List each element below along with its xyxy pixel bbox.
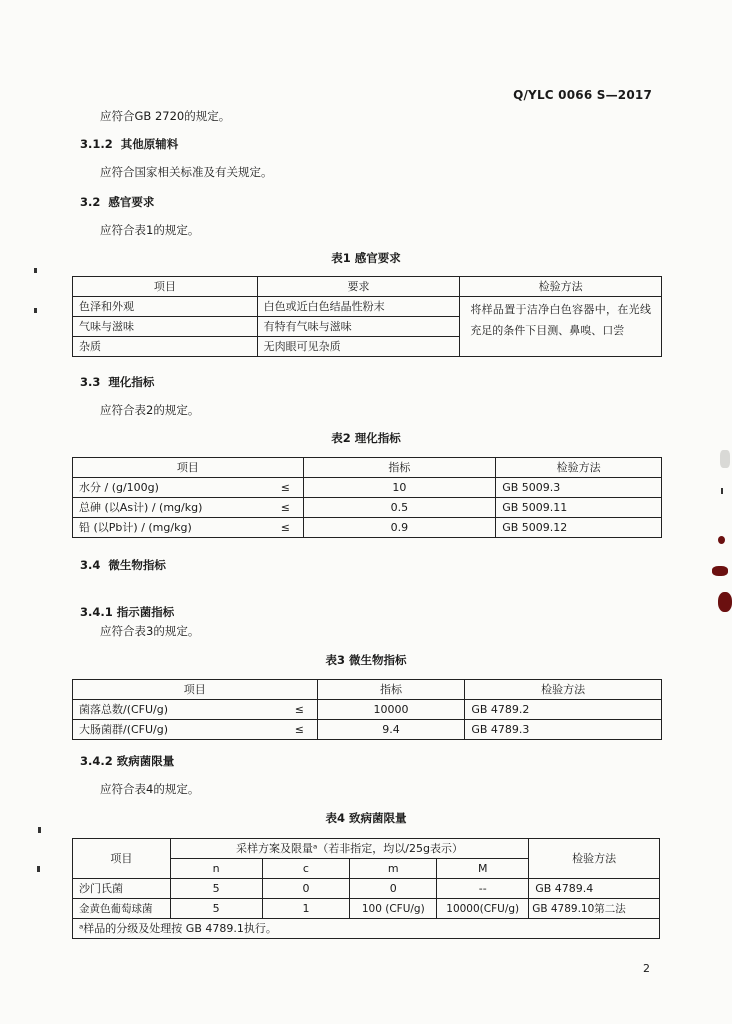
- table-row: [73, 720, 662, 740]
- operator-cell: ≤: [268, 518, 303, 538]
- header-cell: 项目: [73, 458, 304, 478]
- paragraph-gb2720: 应符合GB 2720的规定。: [100, 109, 231, 123]
- value-cell: 0.9: [303, 518, 496, 538]
- value-cell: 9.4: [317, 720, 465, 740]
- header-cell: 指标: [303, 458, 496, 478]
- scan-mark: [34, 308, 37, 313]
- table2-caption: 表2 理化指标: [331, 431, 401, 445]
- section-3-4-1-heading: [80, 604, 174, 620]
- section-title: 其他原辅料: [120, 137, 179, 151]
- method-cell: GB 4789.3: [465, 720, 662, 740]
- table4-caption: 表4 致病菌限量: [325, 811, 407, 825]
- table4-pathogens: [72, 838, 660, 939]
- header-cell: n: [170, 859, 262, 879]
- header-cell: 项目: [73, 277, 258, 297]
- value-cell: 10000: [317, 700, 465, 720]
- method-cell: GB 4789.2: [465, 700, 662, 720]
- method-cell: GB 5009.3: [496, 478, 662, 498]
- section-title: 指示菌指标: [116, 605, 175, 619]
- table-row: [73, 297, 662, 317]
- operator-cell: ≤: [282, 700, 317, 720]
- c-cell: 0: [262, 879, 350, 899]
- item-cell: 大肠菌群/(CFU/g): [73, 720, 283, 740]
- paragraph-table4-ref: 应符合表4的规定。: [100, 782, 200, 796]
- table-row: [73, 879, 660, 899]
- table3-microbiological: [72, 679, 662, 740]
- header-cell: 项目: [73, 680, 318, 700]
- method-cell: GB 5009.11: [496, 498, 662, 518]
- operator-cell: ≤: [282, 720, 317, 740]
- header-cell: 检验方法: [496, 458, 662, 478]
- header-cell: 检验方法: [465, 680, 662, 700]
- header-cell: 检验方法: [529, 839, 660, 879]
- operator-cell: ≤: [268, 498, 303, 518]
- requirement-cell: 无肉眼可见杂质: [257, 337, 460, 357]
- document-code: Q/YLC 0066 S—2017: [513, 88, 652, 102]
- n-cell: 5: [170, 899, 262, 919]
- header-cell: 检验方法: [460, 277, 662, 297]
- method-cell: 将样品置于洁净白色容器中，在光线充足的条件下目测、鼻嗅、口尝: [460, 297, 662, 357]
- header-cell: 采样方案及限量ᵃ（若非指定，均以/25g表示）: [170, 839, 528, 859]
- table1-sensory: [72, 276, 662, 357]
- section-number: 3.2: [80, 195, 101, 209]
- value-cell: 10: [303, 478, 496, 498]
- table-row: [73, 700, 662, 720]
- item-cell: 金黄色葡萄球菌: [73, 899, 171, 919]
- operator-cell: ≤: [268, 478, 303, 498]
- table-header-row: [73, 839, 660, 859]
- header-cell: M: [437, 859, 529, 879]
- table-row: [73, 478, 662, 498]
- section-title: 理化指标: [108, 375, 155, 389]
- item-cell: 水分 / (g/100g): [73, 478, 269, 498]
- item-cell: 菌落总数/(CFU/g): [73, 700, 283, 720]
- table-footnote-row: [73, 919, 660, 939]
- item-cell: 铅 (以Pb计) / (mg/kg): [73, 518, 269, 538]
- table1-caption: 表1 感官要求: [331, 251, 401, 265]
- M-cell: --: [437, 879, 529, 899]
- table-header-row: [73, 458, 662, 478]
- section-number: 3.4: [80, 558, 101, 572]
- section-title: 微生物指标: [108, 558, 166, 572]
- paragraph-other-materials: 应符合国家相关标准及有关规定。: [100, 165, 273, 179]
- paragraph-table3-ref: 应符合表3的规定。: [100, 624, 200, 638]
- section-number: 3.4.1: [80, 605, 113, 619]
- scan-smudge: [720, 450, 730, 468]
- paragraph-table2-ref: 应符合表2的规定。: [100, 403, 200, 417]
- requirement-cell: 有特有气味与滋味: [257, 317, 460, 337]
- section-title: 感官要求: [108, 195, 155, 209]
- item-cell: 气味与滋味: [73, 317, 258, 337]
- method-cell: GB 4789.10第二法: [529, 899, 660, 919]
- header-cell: 要求: [257, 277, 460, 297]
- ink-stain: [718, 536, 725, 544]
- scan-mark: [38, 827, 41, 833]
- scan-mark: [721, 488, 723, 494]
- table-row: [73, 899, 660, 919]
- ink-stain: [712, 566, 728, 576]
- paragraph-table1-ref: 应符合表1的规定。: [100, 223, 200, 237]
- page-number: 2: [643, 962, 650, 975]
- section-3-4-heading: [80, 557, 166, 573]
- ink-stain: [718, 592, 732, 612]
- header-cell: m: [350, 859, 437, 879]
- m-cell: 100 (CFU/g): [350, 899, 437, 919]
- section-3-2-heading: [80, 194, 154, 210]
- header-cell: c: [262, 859, 350, 879]
- value-cell: 0.5: [303, 498, 496, 518]
- m-cell: 0: [350, 879, 437, 899]
- section-number: 3.1.2: [80, 137, 113, 151]
- table-row: [73, 518, 662, 538]
- item-cell: 杂质: [73, 337, 258, 357]
- table-header-row: [73, 277, 662, 297]
- n-cell: 5: [170, 879, 262, 899]
- header-cell: 指标: [317, 680, 465, 700]
- requirement-cell: 白色或近白色结晶性粉末: [257, 297, 460, 317]
- scan-mark: [34, 268, 37, 273]
- section-number: 3.4.2: [80, 754, 113, 768]
- header-cell: 项目: [73, 839, 171, 879]
- item-cell: 沙门氏菌: [73, 879, 171, 899]
- section-3-1-2-heading: [80, 136, 178, 152]
- method-cell: GB 5009.12: [496, 518, 662, 538]
- item-cell: 色泽和外观: [73, 297, 258, 317]
- section-3-3-heading: [80, 374, 154, 390]
- section-number: 3.3: [80, 375, 101, 389]
- table-row: [73, 498, 662, 518]
- table3-caption: 表3 微生物指标: [325, 653, 407, 667]
- c-cell: 1: [262, 899, 350, 919]
- table-header-row: [73, 680, 662, 700]
- scan-mark: [37, 866, 40, 872]
- section-title: 致病菌限量: [116, 754, 175, 768]
- item-cell: 总砷 (以As计) / (mg/kg): [73, 498, 269, 518]
- table2-physicochemical: [72, 457, 662, 538]
- footnote-cell: ᵃ样品的分级及处理按 GB 4789.1执行。: [73, 919, 660, 939]
- M-cell: 10000(CFU/g): [437, 899, 529, 919]
- method-cell: GB 4789.4: [529, 879, 660, 899]
- section-3-4-2-heading: [80, 753, 174, 769]
